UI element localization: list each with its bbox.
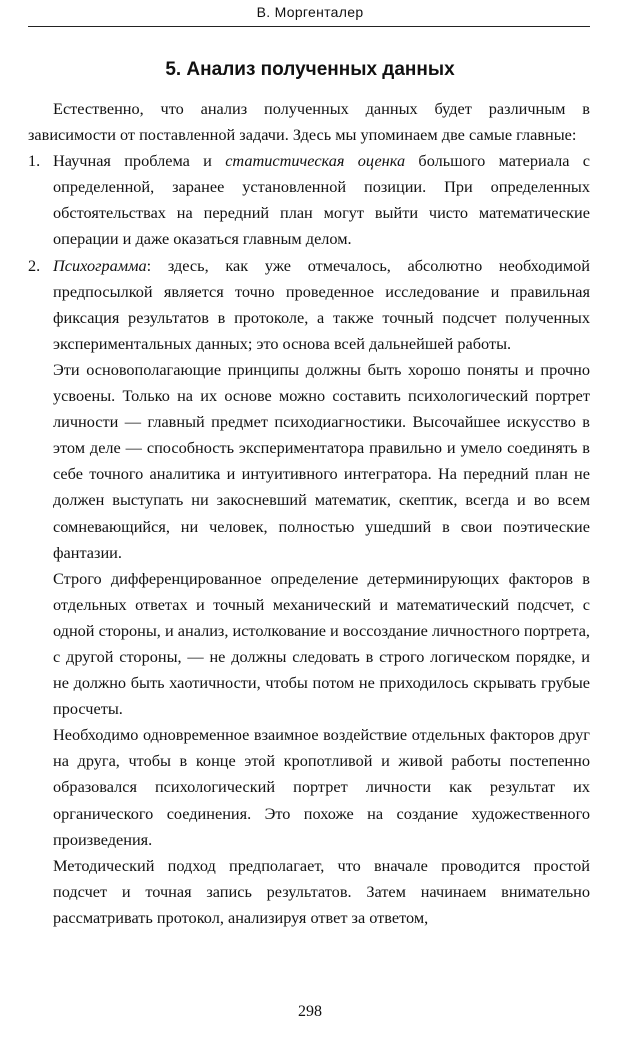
list-item-1-text-before: Научная проблема и — [53, 151, 226, 171]
page-number: 298 — [298, 1003, 322, 1020]
paragraph-2: Строго дифференцированное определение детерминирующих факторов в отдельных ответах и точный механический и математический подсчет, с одной стороны, и анализ, истолкование и воссоздание личностного портрета, с другой стороны, — не должны следовать в строго логическом порядке, и не должно быть хаотичности, чтобы потом не приходилось скрывать грубые просчеты. — [53, 568, 590, 719]
paragraph-1: Эти основополагающие принципы должны быть хорошо поняты и прочно усвоены. Только на их основе можно составить психологический портрет личности — главный предмет психодиагностики. Высочайшее искусство в этом деле — способность экспериментатора правильно и умело соединять в себе точного аналитика и интуитивного интегратора. На передний план не должен выступать ни закосневший математик, скептик, всегда и во всем сомневающийся, ни человек, полностью ушедший в свои поэтические фантазии. — [53, 359, 590, 562]
list-item-1 — [28, 148, 590, 252]
list-item-1-text-after: большого материала с определенной, заранее установленной позиции. При определенных обстоятельствах на передний план могут выйти чисто математические операции и даже оказаться главным делом. — [53, 151, 591, 249]
list-item-2-italic: Психограмма — [53, 255, 147, 275]
header-rule — [28, 26, 590, 27]
list-item-1-italic: статистическая оценка — [225, 151, 406, 171]
section-title: 5. Анализ полученных данных — [165, 59, 455, 80]
running-head: В. Моргенталер — [256, 4, 364, 20]
paragraph-4: Методический подход предполагает, что вначале проводится простой подсчет и точная запись результатов. Затем начинаем внимательно рассматривать протокол, анализируя ответ за ответом, — [53, 855, 590, 927]
list-item-2 — [28, 253, 590, 357]
list-number-2: 2. — [28, 255, 41, 275]
list-item-2-text-after: : здесь, как уже отмечалось, абсолютно необходимой предпосылкой является точно проведенное исследование и правильная фиксация результатов в протоколе, а также точный подсчет полученных экспериментальных данных; это основа всей дальнейшей работы. — [53, 255, 590, 353]
body-text — [28, 96, 590, 931]
intro-paragraph: Естественно, что анализ полученных данных будет различным в зависимости от поставленной задачи. Здесь мы упоминаем две самые главные: — [28, 99, 590, 145]
list-number-1: 1. — [28, 151, 41, 171]
paragraph-3: Необходимо одновременное взаимное воздействие отдельных факторов друг на друга, чтобы в конце этой кропотливой и живой работы постепенно образовался психологический портрет личности как результат их органического соединения. Это похоже на создание художественного произведения. — [53, 725, 590, 849]
